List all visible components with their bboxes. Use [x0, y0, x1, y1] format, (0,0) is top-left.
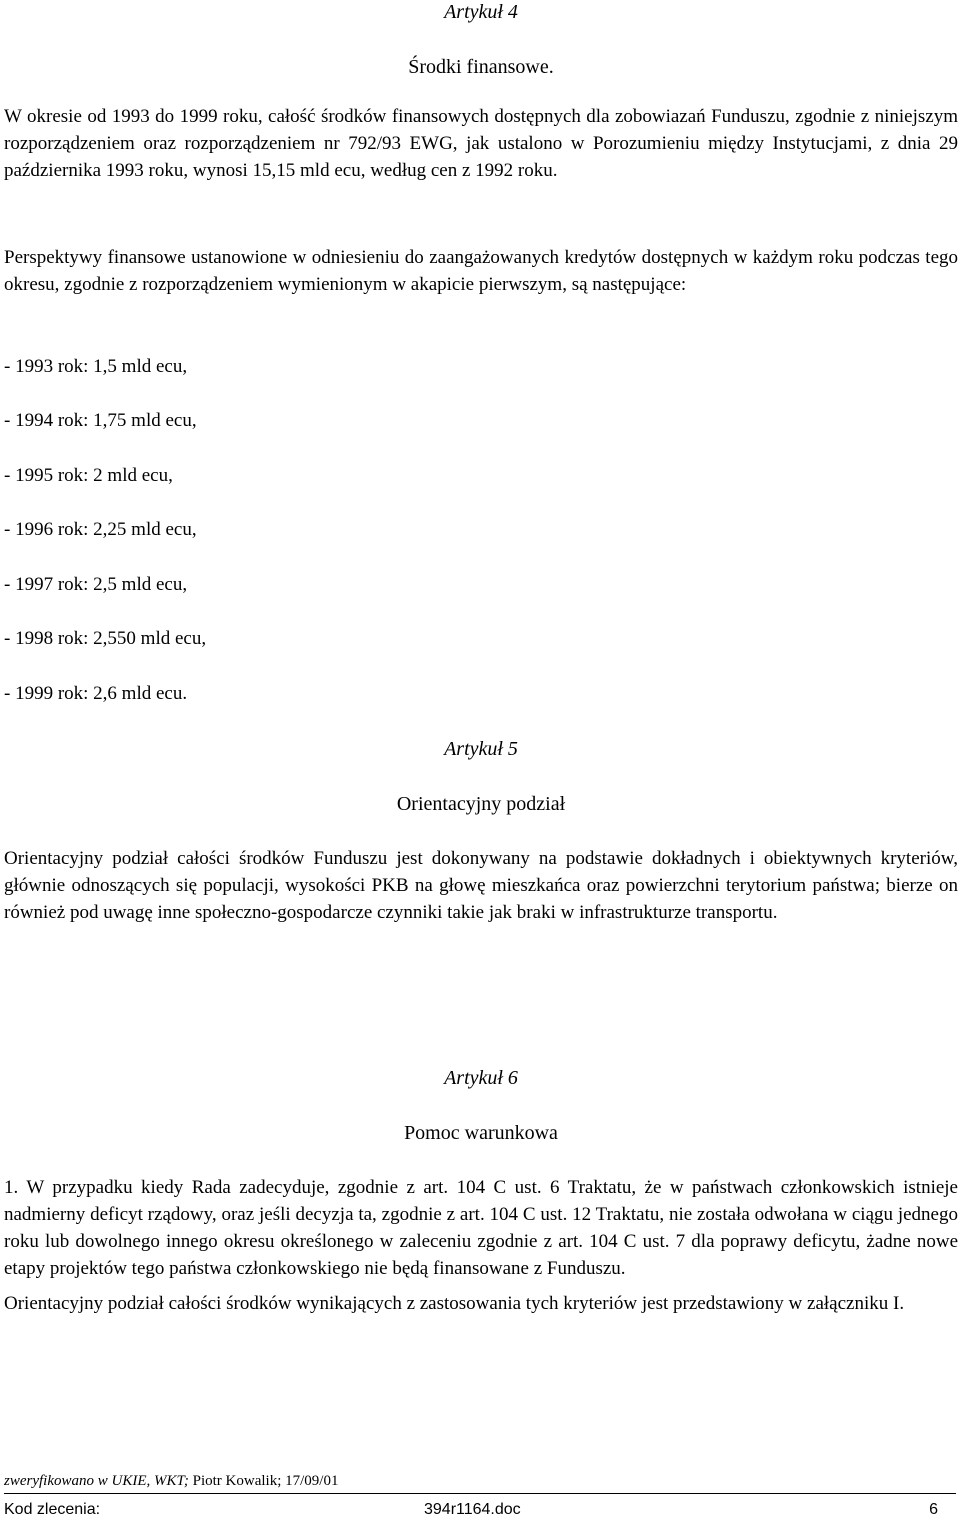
verification-note-italic: zweryfikowano w UKIE, WKT;	[4, 1473, 189, 1489]
verification-note	[4, 1472, 338, 1490]
article-4-heading: Artykuł 4	[444, 1, 518, 23]
file-name: 394r1164.doc	[424, 1501, 521, 1518]
article-6-heading: Artykuł 6	[444, 1067, 518, 1089]
article-4-paragraph-2: Perspektywy finansowe ustanowione w odniesieniu do zaangażowanych kredytów dostępnych w każdym roku podczas tego okresu, zgodnie z rozporządzeniem wymienionym w akapicie pierwszym, są następujące:	[4, 247, 958, 295]
order-code-label: Kod zlecenia:	[4, 1501, 101, 1518]
article-4-title: Środki finansowe.	[408, 56, 554, 78]
article-5-paragraph-1: Orientacyjny podział całości środków Funduszu jest dokonywany na podstawie dokładnych i obiektywnych kryteriów, głównie odnoszących się populacji, wysokości PKB na głowę mieszkańca oraz powierzchni terytorium państwa; bierze on również pod uwagę inne społeczno-gospodarcze czynniki takie jak braki w infrastrukturze transportu.	[4, 848, 958, 923]
article-6-paragraph-1: 1. W przypadku kiedy Rada zadecyduje, zgodnie z art. 104 C ust. 6 Traktatu, że w państwach członkowskich istnieje nadmierny deficyt rządowy, oraz jeśli decyzja ta, zgodnie z art. 104 C ust. 12 Traktatu, nie została odwołana w ciągu jednego roku lub dowolnego innego okresu określonego w zaleceniu zgodnie z art. 104 C ust. 7 dla poprawy deficytu, żadne nowe etapy projektów tego państwa członkowskiego nie będą finansowane z Funduszu.	[4, 1177, 958, 1279]
article-5-title: Orientacyjny podział	[396, 793, 566, 815]
funding-list-item: - 1996 rok: 2,25 mld ecu,	[4, 519, 197, 540]
article-4-paragraph-1: W okresie od 1993 do 1999 roku, całość środków finansowych dostępnych dla zobowiazań Funduszu, zgodnie z niniejszym rozporządzeniem oraz rozporządzeniem nr 792/93 EWG, jak ustalono w Porozumieniu między Instytucjami, z dnia 29 października 1993 roku, wynosi 15,15 mld ecu, według cen z 1992 roku.	[4, 106, 958, 181]
article-5-heading: Artykuł 5	[444, 738, 518, 760]
article-5-paragraph-2: Orientacyjny podział całości środków wynikających z zastosowania tych kryteriów jest przedstawiony w załączniku I.	[4, 1293, 905, 1314]
article-6-title: Pomoc warunkowa	[404, 1122, 558, 1144]
funding-list-item: - 1995 rok: 2 mld ecu,	[4, 465, 173, 486]
funding-list-item: - 1997 rok: 2,5 mld ecu,	[4, 574, 188, 595]
footer-divider	[4, 1493, 956, 1494]
page-number: 6	[929, 1501, 938, 1518]
verification-note-rest: Piotr Kowalik; 17/09/01	[188, 1473, 339, 1489]
funding-list-item: - 1998 rok: 2,550 mld ecu,	[4, 628, 207, 649]
footer-bar	[4, 1500, 938, 1520]
funding-list-item: - 1999 rok: 2,6 mld ecu.	[4, 683, 188, 704]
funding-list-item: - 1994 rok: 1,75 mld ecu,	[4, 410, 197, 431]
funding-list-item: - 1993 rok: 1,5 mld ecu,	[4, 356, 188, 377]
